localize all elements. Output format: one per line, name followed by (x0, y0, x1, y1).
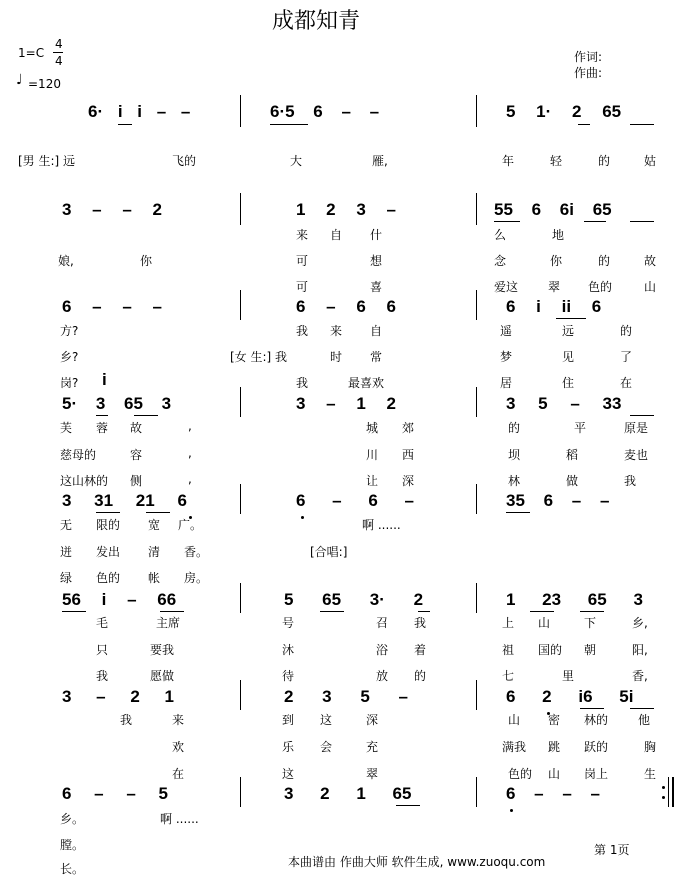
measure-2: 6·5 6 – – (270, 102, 380, 121)
lyricist-label: 作词: (574, 50, 603, 64)
measure-19: 3 – 2 1 (62, 687, 174, 706)
measure-8: 6 – 6 6 (296, 297, 396, 316)
measure-17: 5 65 3· 2 (284, 590, 424, 609)
measure-6: 55 6 6i 65 (494, 200, 612, 219)
measure-9: 6 i ii 6 (506, 297, 602, 316)
composer-label: 作曲: (574, 66, 603, 80)
final-barline (668, 777, 669, 807)
page-number: 第 1页 (594, 843, 630, 857)
tempo-marking: =120 (28, 77, 61, 91)
time-signature-denominator: 4 (55, 54, 63, 68)
footer-credit: 本曲谱由 作曲大师 软件生成, www.zuoqu.com (288, 855, 546, 869)
measure-16: 56 i – 66 (62, 590, 177, 609)
measure-14: 6 – 6 – (296, 491, 414, 510)
measure-1: 6· i i – – (88, 102, 191, 121)
quarter-note-icon: ♩ (16, 72, 23, 88)
time-signature-numerator: 4 (55, 37, 63, 51)
measure-20: 2 3 5 – (284, 687, 408, 706)
measure-13: 3 31 21 6 (62, 491, 187, 510)
measure-24: 6 – – – (506, 784, 600, 803)
measure-22: 6 – – 5 (62, 784, 168, 803)
measure-7: 6 – – – (62, 297, 162, 316)
measure-11: 3 – 1 2 (296, 394, 396, 413)
measure-21: 6 2 i6 5i (506, 687, 634, 706)
measure-12: 3 5 – 33 (506, 394, 622, 413)
key-signature: 1=C (18, 46, 45, 60)
measure-23: 3 2 1 65 (284, 784, 412, 803)
measure-18: 1 23 65 3 (506, 590, 643, 609)
measure-15: 35 6 – – (506, 491, 610, 510)
measure-4: 3 – – 2 (62, 200, 162, 219)
measure-10: 5· 3 65 3 (62, 394, 172, 413)
measure-5: 1 2 3 – (296, 200, 396, 219)
page-title: 成都知青 (272, 9, 361, 34)
measure-3: 5 1· 2 65 (506, 102, 622, 121)
